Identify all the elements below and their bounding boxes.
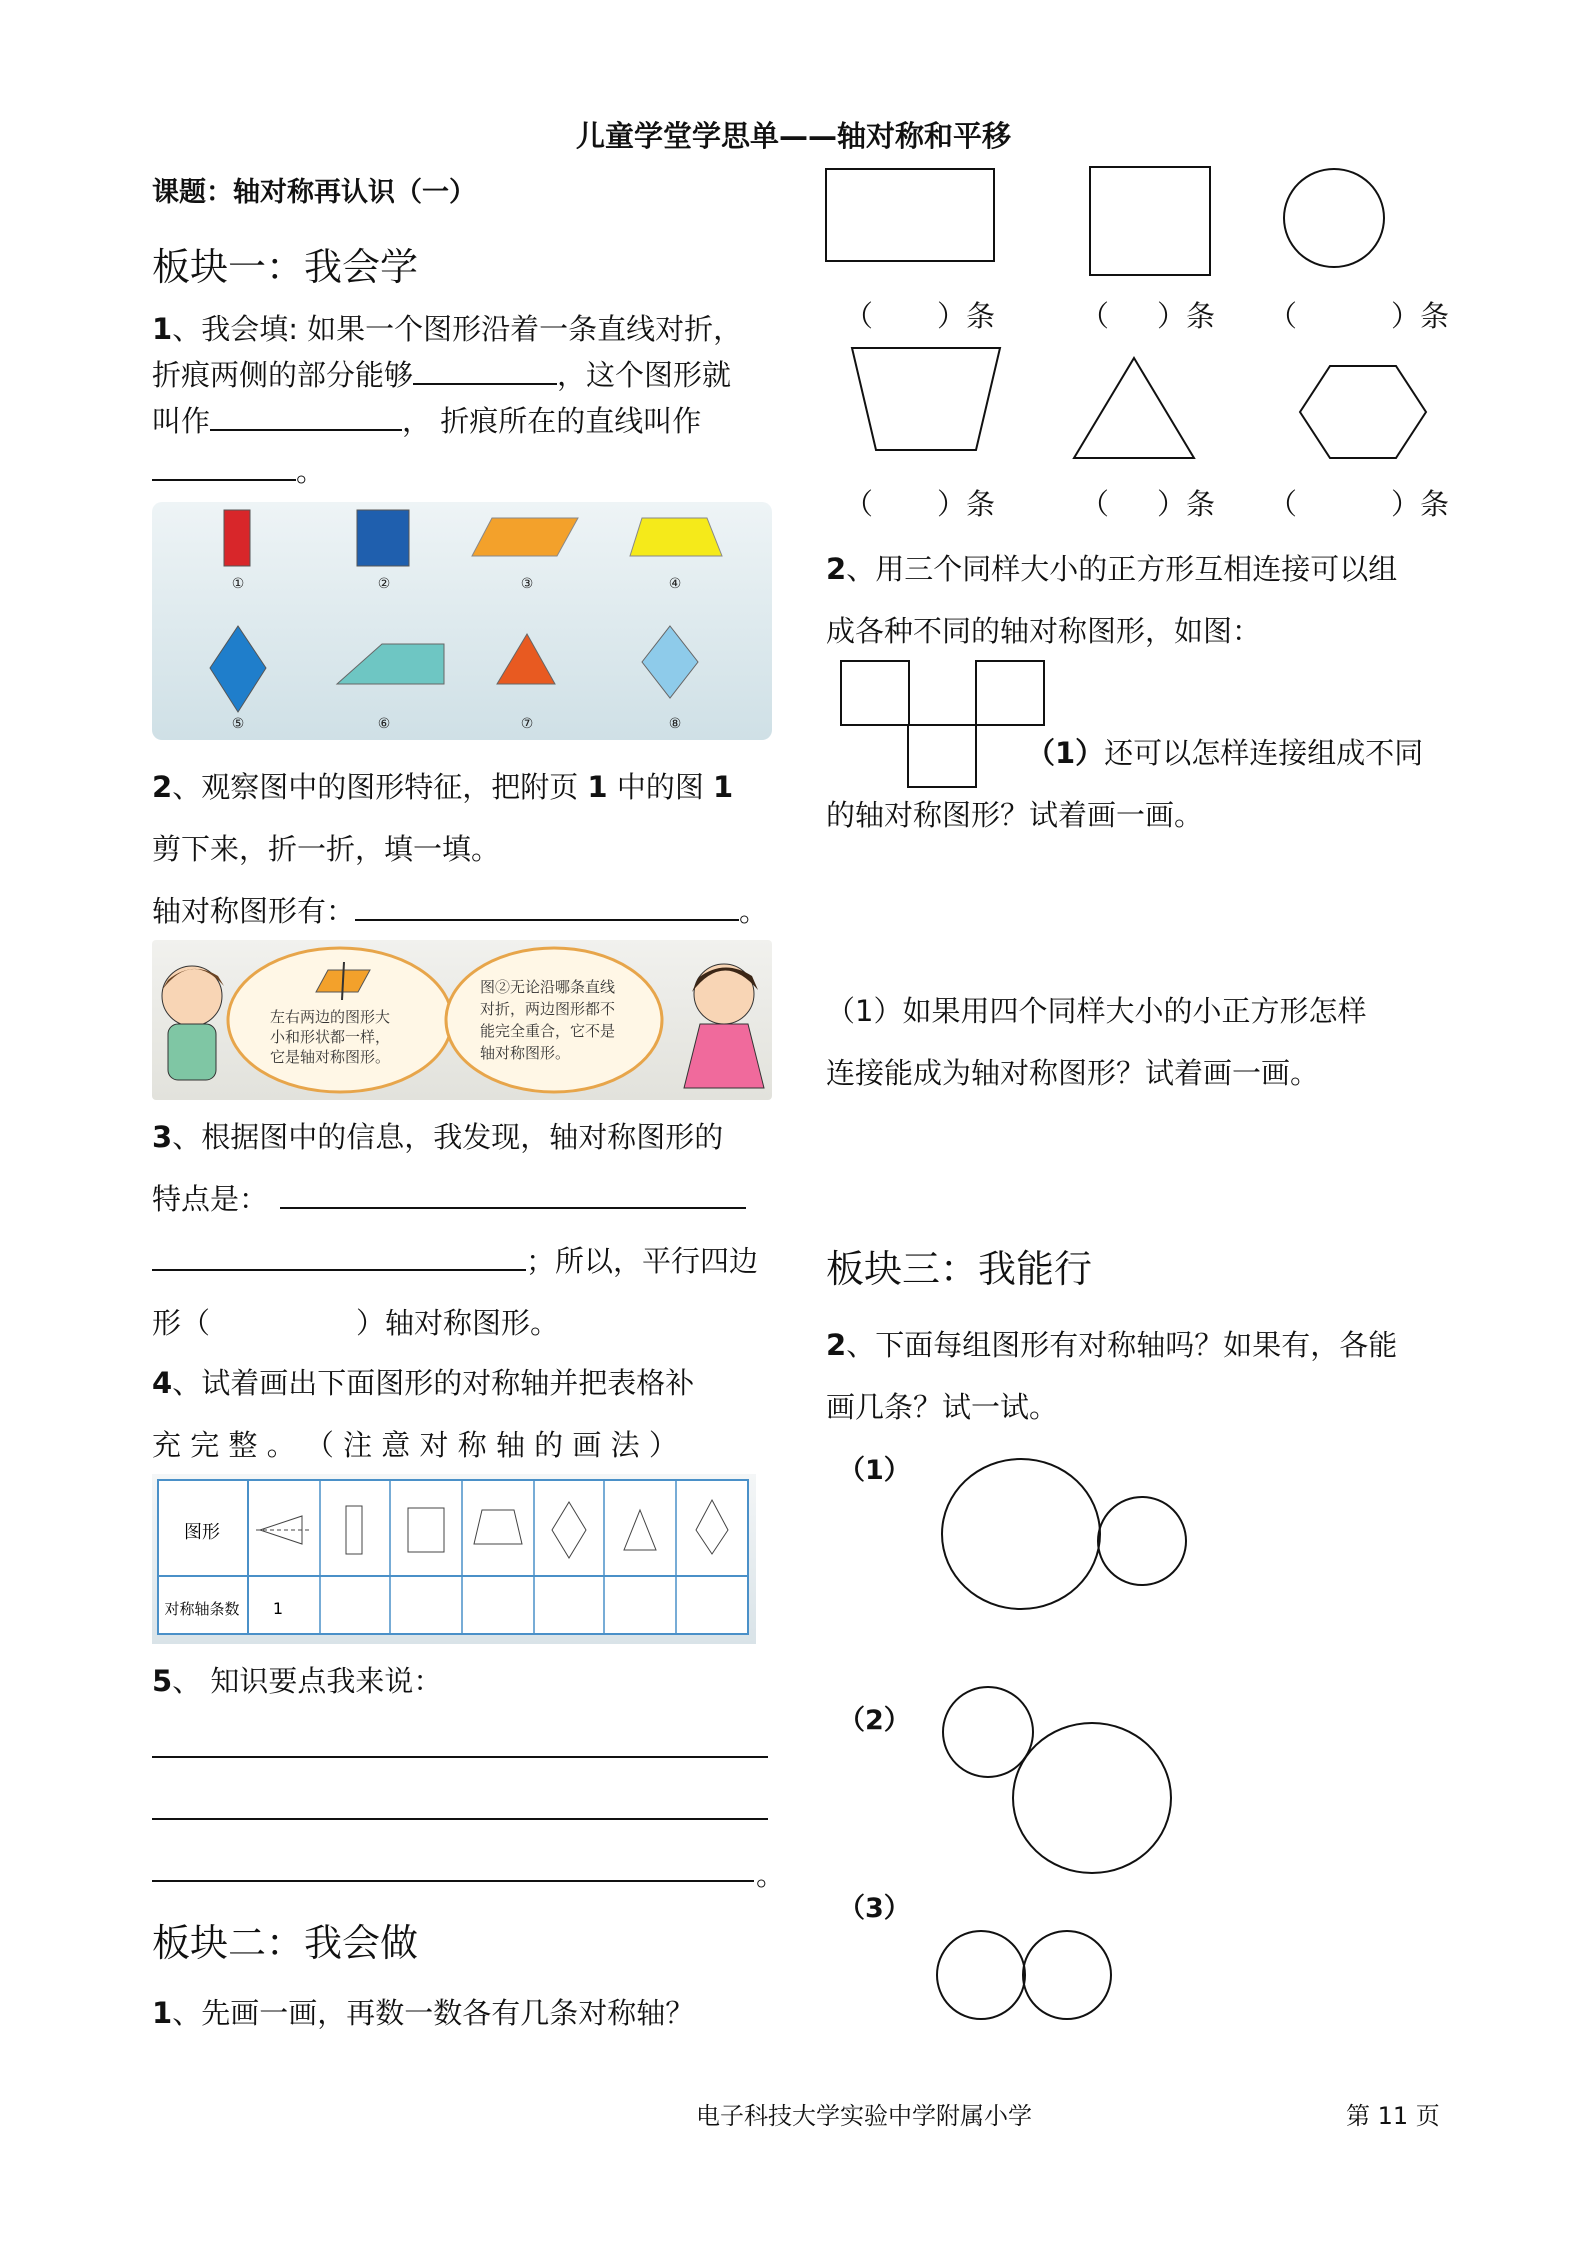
q1-line3b: ， 折痕所在的直线叫作 bbox=[402, 404, 702, 438]
q3-number: 3 bbox=[152, 1120, 173, 1154]
q1-line3a: 叫作 bbox=[152, 404, 211, 438]
rectangle-figure bbox=[825, 168, 995, 262]
yellow-trapezoid-shape bbox=[630, 518, 722, 556]
blank-label-3 bbox=[1268, 294, 1449, 335]
square-figure-3 bbox=[975, 660, 1045, 726]
q2-line2: 剪下来，折一折，填一填。 bbox=[152, 832, 501, 866]
q1-text bbox=[152, 306, 782, 494]
q3-text bbox=[152, 1106, 792, 1354]
q2-line1d: 1 bbox=[713, 770, 734, 804]
q4-line2: 充 完 整 。 （ 注 意 对 称 轴 的 画 法 ） bbox=[152, 1428, 678, 1462]
blank-label-2 bbox=[1080, 294, 1215, 335]
q3-line4a: 形（ bbox=[152, 1306, 211, 1340]
q3-line3: ；所以，平行四边 bbox=[526, 1244, 759, 1278]
circle-figure bbox=[1283, 168, 1385, 268]
q1-blank2[interactable] bbox=[210, 399, 402, 431]
blue-rhombus-shape bbox=[210, 626, 266, 712]
s2-q1-text bbox=[152, 1990, 694, 2036]
page-title: 儿童学堂学思单——轴对称和平移 bbox=[575, 119, 1011, 153]
shape-label: ⑧ bbox=[668, 716, 682, 732]
blank-open: （ bbox=[844, 299, 874, 333]
section1-heading: 板块一：我会学 bbox=[152, 245, 419, 289]
q4-number: 4 bbox=[152, 1366, 173, 1400]
shape-label: ① bbox=[231, 576, 245, 592]
q3-blank2[interactable] bbox=[152, 1239, 526, 1271]
q3-line4b: ）轴对称图形。 bbox=[356, 1306, 560, 1340]
shapes-svg bbox=[152, 502, 772, 740]
q2-text bbox=[152, 756, 782, 942]
shape-label: ④ bbox=[668, 576, 682, 592]
q4-text bbox=[152, 1352, 792, 1476]
blank-open: （ bbox=[1080, 299, 1110, 333]
q5-end: 。 bbox=[756, 1858, 786, 1892]
hexagon-figure bbox=[1298, 364, 1428, 460]
blue-square-shape bbox=[357, 510, 409, 566]
axis-table-svg bbox=[152, 1474, 756, 1644]
group-label-3: （3） bbox=[838, 1893, 911, 1924]
bubble2-line: 图②无论沿哪条直线 bbox=[480, 978, 616, 996]
right-sub2-line2: 连接能成为轴对称图形？试着画一画。 bbox=[826, 1056, 1320, 1090]
blank-open: （ bbox=[1080, 487, 1110, 521]
table-first-value: 1 bbox=[272, 1599, 284, 1618]
q2-line1b: 1 bbox=[587, 770, 608, 804]
axis-table-image bbox=[152, 1474, 756, 1644]
table-row1-header: 图形 bbox=[184, 1522, 220, 1543]
lesson-title: 课题：轴对称再认识（一） bbox=[152, 177, 476, 208]
right-sub1-text: 还可以怎样连接组成不同 bbox=[1104, 736, 1424, 770]
right-q2-line2: 成各种不同的轴对称图形，如图： bbox=[826, 614, 1262, 648]
shapes-image bbox=[152, 502, 772, 740]
shape-label: ⑥ bbox=[377, 716, 391, 732]
boy-body bbox=[168, 1024, 216, 1080]
blank-close: ）条 bbox=[1391, 487, 1450, 521]
bubble2-line: 轴对称图形。 bbox=[480, 1044, 571, 1062]
right-q2-text bbox=[826, 538, 1466, 662]
section3-q2-line2: 画几条？试一试。 bbox=[826, 1390, 1059, 1424]
blank-label-4 bbox=[844, 482, 995, 523]
right-sub2-line1: （1）如果用四个同样大小的小正方形怎样 bbox=[826, 994, 1367, 1028]
blank-label-6 bbox=[1268, 482, 1449, 523]
blank-close: ）条 bbox=[1157, 487, 1216, 521]
shape-label: ⑤ bbox=[231, 716, 245, 732]
bubble2-line: 能完全重合，它不是 bbox=[480, 1022, 616, 1040]
square-figure-2 bbox=[907, 724, 977, 788]
blank-close: ）条 bbox=[1391, 299, 1450, 333]
q2-line1a: 、观察图中的图形特征，把附页 bbox=[172, 770, 588, 804]
big-circle-1 bbox=[941, 1458, 1101, 1610]
lightblue-rhombus-shape bbox=[642, 626, 698, 698]
circle-3a bbox=[936, 1930, 1026, 2020]
section3-q2-text bbox=[826, 1314, 1466, 1438]
shape-label: ⑦ bbox=[520, 716, 534, 732]
small-circle-1 bbox=[1097, 1496, 1187, 1586]
group-label-1: （1） bbox=[838, 1455, 911, 1486]
section3-heading: 板块三：我能行 bbox=[826, 1247, 1093, 1291]
hexagon-outline bbox=[1300, 366, 1426, 458]
answer-line-1[interactable] bbox=[152, 1756, 768, 1758]
q2-line3-end: 。 bbox=[739, 894, 769, 928]
girl-dress bbox=[684, 1024, 764, 1088]
q2-line1c: 中的图 bbox=[607, 770, 714, 804]
teal-trapezoid-shape bbox=[337, 644, 444, 684]
dialog-svg bbox=[152, 940, 772, 1100]
blank-close: ）条 bbox=[937, 487, 996, 521]
q5-number: 5 bbox=[152, 1664, 173, 1698]
q2-blank[interactable] bbox=[355, 889, 739, 921]
bubble1-line: 小和形状都一样， bbox=[270, 1028, 391, 1046]
blank-open: （ bbox=[1268, 299, 1298, 333]
trapezoid-outline bbox=[852, 348, 1000, 450]
shape-label: ③ bbox=[520, 576, 534, 592]
q2-line3: 轴对称图形有： bbox=[152, 894, 356, 928]
right-q2-number: 2 bbox=[826, 552, 847, 586]
shape-label: ② bbox=[377, 576, 391, 592]
q5-label: 、 知识要点我来说： bbox=[172, 1664, 443, 1698]
section2-heading: 板块二：我会做 bbox=[152, 1921, 419, 1965]
q3-line1: 、根据图中的信息，我发现，轴对称图形的 bbox=[172, 1120, 724, 1154]
s2-q1-label: 、先画一画，再数一数各有几条对称轴？ bbox=[172, 1996, 695, 2030]
square-figure bbox=[1089, 166, 1211, 276]
q3-blank1[interactable] bbox=[280, 1177, 746, 1209]
blank-close: ）条 bbox=[937, 299, 996, 333]
right-sub2-text bbox=[826, 980, 1466, 1104]
triangle-figure bbox=[1072, 356, 1196, 460]
table-frame bbox=[158, 1480, 748, 1634]
blank-open: （ bbox=[1268, 487, 1298, 521]
footer-school: 电子科技大学实验中学附属小学 bbox=[696, 2102, 1032, 2130]
section3-q2-number: 2 bbox=[826, 1328, 847, 1362]
orange-triangle-shape bbox=[497, 634, 555, 684]
right-sub1-line1 bbox=[1026, 730, 1423, 776]
bubble1-line: 左右两边的图形大 bbox=[270, 1008, 391, 1026]
q1-line2a: 折痕两侧的部分能够 bbox=[152, 358, 414, 392]
q4-line1: 、试着画出下面图形的对称轴并把表格补 bbox=[172, 1366, 695, 1400]
blank-label-1 bbox=[844, 294, 995, 335]
q1-line1: 、我会填: 如果一个图形沿着一条直线对折， bbox=[172, 312, 743, 346]
right-q2-line1: 、用三个同样大小的正方形互相连接可以组 bbox=[846, 552, 1398, 586]
big-circle-2 bbox=[1012, 1722, 1172, 1874]
bubble1-line: 它是轴对称图形。 bbox=[270, 1048, 391, 1066]
group-label-2: （2） bbox=[838, 1705, 911, 1736]
q1-number: 1 bbox=[152, 312, 173, 346]
square-figure-1 bbox=[840, 660, 910, 726]
table-row2-header: 对称轴条数 bbox=[164, 1600, 240, 1618]
blank-label-5 bbox=[1080, 482, 1215, 523]
right-sub1-line2: 的轴对称图形？试着画一画。 bbox=[826, 798, 1204, 832]
q1-line2b: ，这个图形就 bbox=[557, 358, 732, 392]
right-sub1-number: （1） bbox=[1026, 736, 1105, 770]
s2-q1-number: 1 bbox=[152, 1996, 173, 2030]
q1-blank3[interactable] bbox=[152, 449, 296, 481]
triangle-outline bbox=[1074, 358, 1194, 458]
q1-blank1[interactable] bbox=[413, 353, 557, 385]
section3-q2-line1: 、下面每组图形有对称轴吗？如果有，各能 bbox=[846, 1328, 1398, 1362]
blank-close: ）条 bbox=[1157, 299, 1216, 333]
footer-page: 第 11 页 bbox=[1346, 2102, 1440, 2130]
orange-parallelogram-shape bbox=[472, 518, 578, 556]
bubble2-line: 对折，两边图形都不 bbox=[480, 1000, 616, 1018]
q3-line2: 特点是： bbox=[152, 1182, 269, 1216]
q1-line4: 。 bbox=[296, 454, 326, 488]
circle-3b bbox=[1022, 1930, 1112, 2020]
speech-bubble-right bbox=[446, 948, 662, 1092]
q5-text bbox=[152, 1658, 442, 1704]
red-rectangle-shape bbox=[224, 510, 250, 566]
q2-number: 2 bbox=[152, 770, 173, 804]
dialog-image bbox=[152, 940, 772, 1100]
trapezoid-figure bbox=[850, 346, 1002, 452]
answer-line-2[interactable] bbox=[152, 1818, 768, 1820]
answer-line-3[interactable] bbox=[152, 1880, 754, 1882]
blank-open: （ bbox=[844, 487, 874, 521]
